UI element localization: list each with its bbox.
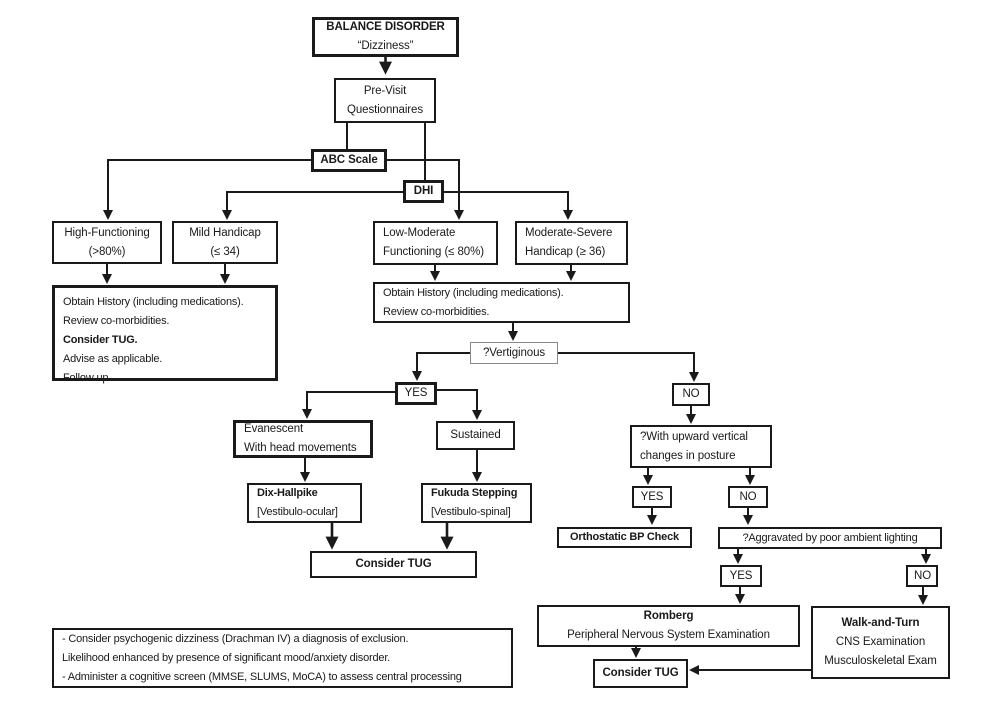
text-line: Sustained xyxy=(450,429,501,441)
edge-abc-highfunctioning xyxy=(108,160,311,218)
text-line: Orthostatic BP Check xyxy=(570,531,679,543)
text-line: Likelihood enhanced by presence of significant mood/anxiety disorder. xyxy=(62,651,391,664)
edge-yes-sustained xyxy=(437,390,477,418)
text-line: ?With upward vertical xyxy=(640,430,748,443)
node-romberg xyxy=(537,605,800,647)
text-line: YES xyxy=(640,490,664,503)
node-upward-vertical-posture xyxy=(630,425,772,468)
text-line: Musculoskeletal Exam xyxy=(824,655,937,667)
node-subtitle: [Vestibulo-spinal] xyxy=(431,506,511,518)
footnote-box xyxy=(52,628,513,688)
text-line: ?Vertiginous xyxy=(482,346,546,359)
edge-yes-evanescent xyxy=(307,392,395,417)
text-line: Obtain History (including medications). xyxy=(63,296,244,308)
text-line: DHI xyxy=(413,185,434,197)
edge-dhi-mildhandicap xyxy=(227,192,403,218)
edge-vertiginous-no xyxy=(558,353,694,380)
node-obtain-history-full xyxy=(52,285,278,384)
text-line: Evanescent xyxy=(244,423,304,435)
text-line: Low-Moderate xyxy=(383,227,456,239)
text-line: Mild Handicap xyxy=(189,226,261,239)
node-high-functioning xyxy=(52,221,162,264)
node-title: BALANCE DISORDER xyxy=(326,21,445,33)
text-line: Consider TUG. xyxy=(63,334,138,346)
node-abc-scale xyxy=(311,149,387,172)
node-title: Romberg xyxy=(643,610,694,622)
edge-dhi-moderatesevere xyxy=(443,192,568,218)
edge-vertiginous-yes xyxy=(417,353,470,379)
text-line: With head movements xyxy=(244,442,357,454)
node-dix-hallpike xyxy=(247,483,362,523)
node-subtitle: Peripheral Nervous System Examination xyxy=(567,629,770,641)
text-line: Moderate-Severe xyxy=(525,227,613,239)
node-title: Fukuda Stepping xyxy=(431,487,518,499)
node-vertiginous xyxy=(470,342,558,364)
node-evanescent xyxy=(233,420,373,458)
text-line: Consider TUG xyxy=(602,667,679,679)
text-line: Consider TUG xyxy=(355,558,432,570)
text-line: (>80%) xyxy=(88,245,126,258)
node-aggravated-yes xyxy=(720,565,762,587)
node-consider-tug-bottom xyxy=(593,659,688,688)
text-line: Walk-and-Turn xyxy=(841,617,920,629)
text-line: Review co-morbidities. xyxy=(63,315,170,327)
text-line: YES xyxy=(404,387,428,399)
text-line: NO xyxy=(739,490,757,503)
text-line: Follow up. xyxy=(63,372,112,384)
text-line: - Consider psychogenic dizziness (Drachman IV) a diagnosis of exclusion. xyxy=(62,632,409,645)
text-line: (≤ 34) xyxy=(210,245,240,258)
text-line: CNS Examination xyxy=(835,636,926,648)
node-vertiginous-no xyxy=(672,383,710,406)
node-obtain-history-short xyxy=(373,282,630,323)
node-vertiginous-yes xyxy=(395,382,437,405)
text-line: Questionnaires xyxy=(347,103,423,116)
text-line: Advise as applicable. xyxy=(63,353,163,365)
text-line: ABC Scale xyxy=(320,154,378,166)
node-upward-yes xyxy=(632,486,672,508)
text-line: NO xyxy=(682,388,700,400)
node-dhi xyxy=(403,180,444,203)
node-consider-tug-mid xyxy=(310,551,477,578)
node-orthostatic-bp-check xyxy=(557,527,692,548)
node-balance-disorder xyxy=(312,17,459,57)
text-line: Handicap (≥ 36) xyxy=(525,246,606,258)
node-walk-and-turn xyxy=(811,606,950,679)
node-previsit-questionnaires xyxy=(334,78,436,123)
node-aggravated-lighting xyxy=(718,527,942,549)
node-title: Dix-Hallpike xyxy=(257,487,318,499)
text-line: - Administer a cognitive screen (MMSE, SLUMS, MoCA) to assess central processing xyxy=(62,670,462,683)
node-low-moderate-functioning xyxy=(373,221,498,265)
node-fukuda-stepping xyxy=(421,483,532,523)
text-line: NO xyxy=(914,569,932,582)
node-subtitle: “Dizziness” xyxy=(357,40,414,52)
text-line: Review co-morbidities. xyxy=(383,305,490,318)
text-line: changes in posture xyxy=(640,449,736,462)
text-line: Functioning (≤ 80%) xyxy=(383,246,484,258)
node-subtitle: [Vestibulo-ocular] xyxy=(257,506,338,518)
node-aggravated-no xyxy=(906,565,938,587)
node-moderate-severe-handicap xyxy=(515,221,628,265)
text-line: Pre-Visit xyxy=(363,84,407,97)
node-mild-handicap xyxy=(172,221,278,264)
node-sustained xyxy=(436,421,515,450)
text-line: YES xyxy=(729,569,753,582)
text-line: High-Functioning xyxy=(64,226,150,239)
node-upward-no xyxy=(728,486,768,508)
text-line: ?Aggravated by poor ambient lighting xyxy=(742,531,918,544)
text-line: Obtain History (including medications). xyxy=(383,286,564,299)
